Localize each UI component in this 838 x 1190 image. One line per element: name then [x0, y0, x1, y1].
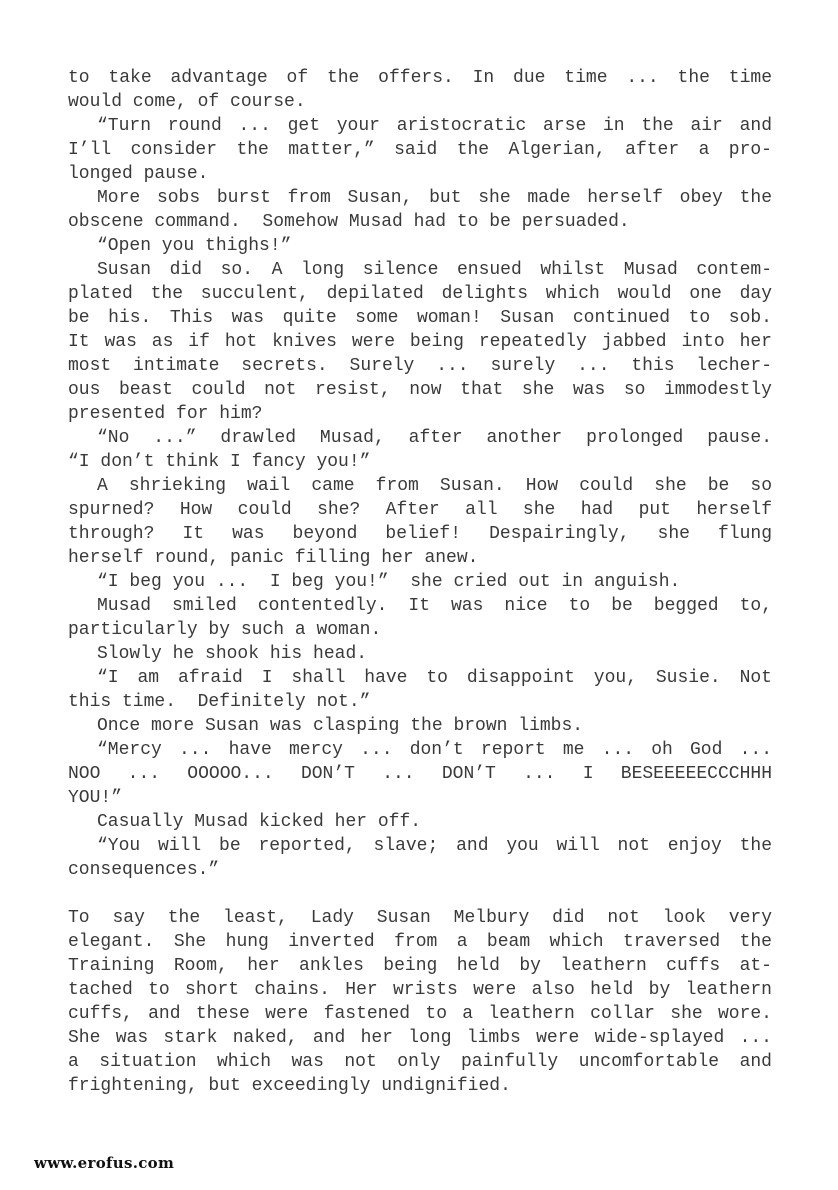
text-line: obscene command. Somehow Musad had to be persuaded. — [68, 212, 630, 232]
text-line: “No ...” drawled Musad, after another prolonged pause. — [97, 428, 772, 448]
paragraph — [68, 834, 772, 882]
text-line: frightening, but exceedingly undignified. — [68, 1076, 511, 1096]
paragraph — [68, 474, 772, 570]
section-break — [68, 882, 772, 906]
text-line: “Open you thighs!” — [97, 236, 292, 256]
text-line: be his. This was quite some woman! Susan continued to sob. — [68, 308, 772, 328]
text-line: a situation which was not only painfully uncomfortable and — [68, 1052, 772, 1072]
text-line: It was as if hot knives were being repeatedly jabbed into her — [68, 332, 772, 352]
text-line: Slowly he shook his head. — [97, 644, 368, 664]
site-watermark: www.erofus.com — [34, 1154, 175, 1172]
paragraph — [68, 570, 772, 594]
text-line: More sobs burst from Susan, but she made herself obey the — [97, 188, 772, 208]
text-line: YOU!” — [68, 788, 123, 808]
paragraph — [68, 714, 772, 738]
text-line: tached to short chains. Her wrists were also held by leathern — [68, 980, 772, 1000]
text-line: presented for him? — [68, 404, 263, 424]
text-line: Susan did so. A long silence ensued whilst Musad contem- — [97, 260, 772, 280]
document-page — [68, 66, 772, 1098]
text-line: consequences.” — [68, 860, 220, 880]
paragraph — [68, 738, 772, 810]
paragraph — [68, 642, 772, 666]
text-line: “Mercy ... have mercy ... don’t report me ... oh God ... — [97, 740, 772, 760]
text-line: through? It was beyond belief! Despairingly, she flung — [68, 524, 772, 544]
paragraph — [68, 426, 772, 474]
text-line: “I beg you ... I beg you!” she cried out in anguish. — [97, 572, 681, 592]
text-line: I’ll consider the matter,” said the Algerian, after a pro- — [68, 140, 772, 160]
text-line: this time. Definitely not.” — [68, 692, 371, 712]
text-line: herself round, panic filling her anew. — [68, 548, 479, 568]
paragraph — [68, 234, 772, 258]
text-line: to take advantage of the offers. In due time ... the time — [68, 68, 772, 88]
paragraph — [68, 810, 772, 834]
text-line: Training Room, her ankles being held by leathern cuffs at- — [68, 956, 772, 976]
text-line: longed pause. — [68, 164, 209, 184]
text-line: “I don’t think I fancy you!” — [68, 452, 371, 472]
text-line: She was stark naked, and her long limbs were wide-splayed ... — [68, 1028, 772, 1048]
text-line: Musad smiled contentedly. It was nice to be begged to, — [97, 596, 772, 616]
text-line: most intimate secrets. Surely ... surely ... this lecher- — [68, 356, 772, 376]
paragraph — [68, 66, 772, 114]
text-line: would come, of course. — [68, 92, 306, 112]
text-line: “You will be reported, slave; and you will not enjoy the — [97, 836, 772, 856]
text-line: spurned? How could she? After all she had put herself — [68, 500, 772, 520]
paragraph — [68, 906, 772, 1098]
paragraph — [68, 186, 772, 234]
text-line: “I am afraid I shall have to disappoint you, Susie. Not — [97, 668, 772, 688]
paragraph — [68, 666, 772, 714]
text-line: cuffs, and these were fastened to a leathern collar she wore. — [68, 1004, 772, 1024]
paragraph — [68, 258, 772, 426]
paragraph — [68, 114, 772, 186]
text-line: “Turn round ... get your aristocratic arse in the air and — [97, 116, 772, 136]
text-line: A shrieking wail came from Susan. How could she be so — [97, 476, 772, 496]
text-line: ous beast could not resist, now that she was so immodestly — [68, 380, 772, 400]
paragraph — [68, 594, 772, 642]
text-line: To say the least, Lady Susan Melbury did not look very — [68, 908, 772, 928]
text-line: elegant. She hung inverted from a beam which traversed the — [68, 932, 772, 952]
text-line: particularly by such a woman. — [68, 620, 382, 640]
text-line: plated the succulent, depilated delights which would one day — [68, 284, 772, 304]
text-line: Casually Musad kicked her off. — [97, 812, 422, 832]
text-line: NOO ... OOOOO... DON’T ... DON’T ... I BESEEEEECCCHHH — [68, 764, 772, 784]
text-line: Once more Susan was clasping the brown limbs. — [97, 716, 584, 736]
